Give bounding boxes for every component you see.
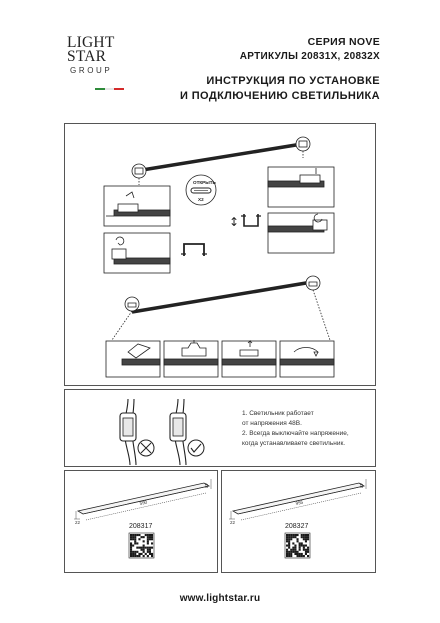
qr-module (141, 547, 143, 549)
qr-module (288, 553, 290, 555)
qr-module (290, 555, 292, 557)
step-box-1 (104, 186, 170, 226)
qr-module (303, 555, 305, 557)
qr-module (130, 553, 132, 555)
up-down-arrow-icon: ↕ (229, 215, 240, 229)
qr-module (147, 549, 149, 551)
qr-module (147, 540, 149, 542)
qr-module (292, 542, 294, 544)
qr-module (147, 534, 149, 536)
qr-module (294, 534, 296, 536)
qr-module (303, 536, 305, 538)
qr-module (299, 555, 301, 557)
qr-module (292, 536, 294, 538)
qr-module (288, 540, 290, 542)
qr-module (145, 534, 147, 536)
qr-module (301, 545, 303, 547)
qr-module (130, 547, 132, 549)
open-label: ОТКРЫТЬ (193, 180, 216, 185)
warning-text (242, 410, 372, 450)
qr-module (134, 534, 136, 536)
qr-module (134, 551, 136, 553)
qr-module (299, 542, 301, 544)
warning-line: от напряжения 48В. (242, 420, 302, 428)
qr-module (305, 551, 307, 553)
qr-module (143, 549, 145, 551)
qr-module (305, 553, 307, 555)
qr-module (138, 547, 140, 549)
qr-module (303, 549, 305, 551)
qr-module (303, 538, 305, 540)
website-link[interactable]: www.lightstar.ru (179, 593, 261, 604)
step-box-6 (164, 340, 218, 377)
dimension-length-long: 955 (295, 499, 304, 506)
qr-module (132, 551, 134, 553)
qr-module (143, 551, 145, 553)
qr-module (297, 551, 299, 553)
qr-module (134, 536, 136, 538)
qr-module (301, 555, 303, 557)
qr-module (143, 536, 145, 538)
qr-module (149, 547, 151, 549)
article-numbers: АРТИКУЛЫ 20831X, 20832X (239, 51, 380, 62)
qr-module (288, 542, 290, 544)
qr-module (307, 547, 309, 549)
qr-module (141, 553, 143, 555)
step-box-3 (268, 167, 334, 207)
qr-module (147, 555, 149, 557)
dimension-width-short: 22 (75, 520, 81, 525)
step-box-4 (268, 213, 334, 253)
qr-module (134, 555, 136, 557)
times-label: X2 (198, 197, 204, 202)
qr-module (130, 542, 132, 544)
qr-module (305, 538, 307, 540)
qr-module (290, 549, 292, 551)
qr-module (134, 540, 136, 542)
qr-module (290, 534, 292, 536)
qr-module (151, 536, 153, 538)
step-box-7 (222, 341, 276, 377)
series-name: СЕРИЯ NOVE (307, 36, 380, 48)
qr-module (130, 534, 132, 536)
qr-module (294, 536, 296, 538)
qr-module (147, 542, 149, 544)
qr-module (149, 538, 151, 540)
qr-module (290, 553, 292, 555)
qr-module (292, 547, 294, 549)
qr-module (132, 545, 134, 547)
qr-module (151, 538, 153, 540)
qr-module (288, 538, 290, 540)
qr-module (149, 536, 151, 538)
warning-line: когда устанавливаете светильник. (242, 440, 346, 448)
product-code-long: 208327 (285, 523, 309, 530)
product-code-short: 208317 (129, 523, 153, 530)
qr-module (294, 545, 296, 547)
qr-module (286, 536, 288, 538)
qr-module (288, 547, 290, 549)
qr-module (305, 549, 307, 551)
qr-module (136, 534, 138, 536)
qr-module (307, 551, 309, 553)
qr-module (294, 549, 296, 551)
qr-module (151, 542, 153, 544)
qr-module (301, 534, 303, 536)
qr-module (286, 553, 288, 555)
qr-module (147, 536, 149, 538)
qr-module (288, 551, 290, 553)
qr-module (288, 545, 290, 547)
qr-module (149, 551, 151, 553)
qr-module (301, 536, 303, 538)
qr-module (303, 547, 305, 549)
qr-module (301, 542, 303, 544)
qr-module (136, 542, 138, 544)
qr-module (130, 555, 132, 557)
qr-module (151, 555, 153, 557)
qr-module (299, 545, 301, 547)
qr-module (138, 534, 140, 536)
qr-module (141, 536, 143, 538)
qr-module (149, 553, 151, 555)
warning-line: 1. Светильник работает (242, 410, 314, 417)
qr-module (299, 549, 301, 551)
qr-module (305, 545, 307, 547)
qr-module (292, 534, 294, 536)
warning-line: 2. Всегда выключайте напряжение, (242, 430, 349, 438)
qr-module (286, 540, 288, 542)
qr-module (286, 551, 288, 553)
qr-module (132, 553, 134, 555)
step-box-5 (106, 341, 160, 377)
dimension-length-short: 590 (139, 499, 148, 506)
qr-module (286, 545, 288, 547)
qr-module (299, 547, 301, 549)
qr-module (141, 549, 143, 551)
qr-module (151, 534, 153, 536)
qr-module (292, 549, 294, 551)
qr-module (297, 538, 299, 540)
qr-module (286, 555, 288, 557)
qr-module (307, 538, 309, 540)
qr-module (151, 553, 153, 555)
qr-module (294, 553, 296, 555)
qr-module (292, 551, 294, 553)
qr-module (145, 547, 147, 549)
qr-module (301, 553, 303, 555)
qr-module (136, 551, 138, 553)
dimension-width-long: 22 (230, 520, 236, 525)
qr-module (303, 534, 305, 536)
qr-module (149, 549, 151, 551)
qr-module (299, 553, 301, 555)
qr-module (130, 545, 132, 547)
qr-module (149, 534, 151, 536)
qr-module (286, 534, 288, 536)
qr-module (307, 536, 309, 538)
qr-module (305, 534, 307, 536)
qr-module (294, 551, 296, 553)
qr-module (147, 547, 149, 549)
qr-module (130, 551, 132, 553)
qr-module (307, 555, 309, 557)
qr-module (297, 534, 299, 536)
qr-module (143, 540, 145, 542)
qr-module (145, 553, 147, 555)
qr-module (290, 536, 292, 538)
qr-module (286, 538, 288, 540)
qr-module (288, 536, 290, 538)
qr-module (288, 555, 290, 557)
dimension-height-short: 48 (204, 483, 209, 489)
qr-module (138, 553, 140, 555)
product-profile-long (229, 479, 366, 520)
qr-module (130, 549, 132, 551)
qr-module (132, 536, 134, 538)
dimension-height-long: 48 (359, 483, 364, 489)
qr-module (130, 536, 132, 538)
mount-detail-right (306, 276, 320, 290)
qr-module (305, 540, 307, 542)
clip-shape-bottom (184, 244, 204, 256)
step-box-2 (104, 233, 170, 273)
qr-module (147, 551, 149, 553)
qr-module (134, 553, 136, 555)
qr-module (307, 534, 309, 536)
qr-module (143, 547, 145, 549)
cable-wrong-illustration (120, 399, 154, 465)
logo-text-line1: LIGHT (67, 34, 115, 51)
qr-module (290, 551, 292, 553)
qr-module (136, 555, 138, 557)
mount-detail-left (125, 297, 139, 311)
track-rail-middle (132, 282, 312, 315)
qr-module (307, 549, 309, 551)
qr-module (132, 538, 134, 540)
qr-module (297, 553, 299, 555)
qr-module (136, 547, 138, 549)
page-title-line1: ИНСТРУКЦИЯ ПО УСТАНОВКЕ (206, 75, 380, 87)
qr-module (147, 538, 149, 540)
qr-module (294, 547, 296, 549)
qr-module (138, 555, 140, 557)
qr-module (297, 555, 299, 557)
logo-text-line3: GROUP (70, 66, 113, 75)
qr-module (151, 547, 153, 549)
qr-module (305, 536, 307, 538)
qr-module (132, 555, 134, 557)
qr-module (138, 538, 140, 540)
qr-module (132, 534, 134, 536)
qr-module (290, 538, 292, 540)
qr-module (143, 555, 145, 557)
logo-text-line2: STAR (67, 48, 107, 65)
cable-correct-illustration (170, 399, 204, 465)
qr-module (143, 545, 145, 547)
qr-module (286, 549, 288, 551)
qr-module (288, 534, 290, 536)
qr-module (134, 538, 136, 540)
step-box-8 (280, 341, 334, 377)
qr-module (130, 538, 132, 540)
clip-shape-top (244, 214, 258, 226)
page-title-line2: И ПОДКЛЮЧЕНИЮ СВЕТИЛЬНИКА (179, 90, 380, 102)
qr-module (297, 540, 299, 542)
qr-module (134, 542, 136, 544)
qr-module (303, 545, 305, 547)
correct-mark-icon (188, 440, 204, 456)
